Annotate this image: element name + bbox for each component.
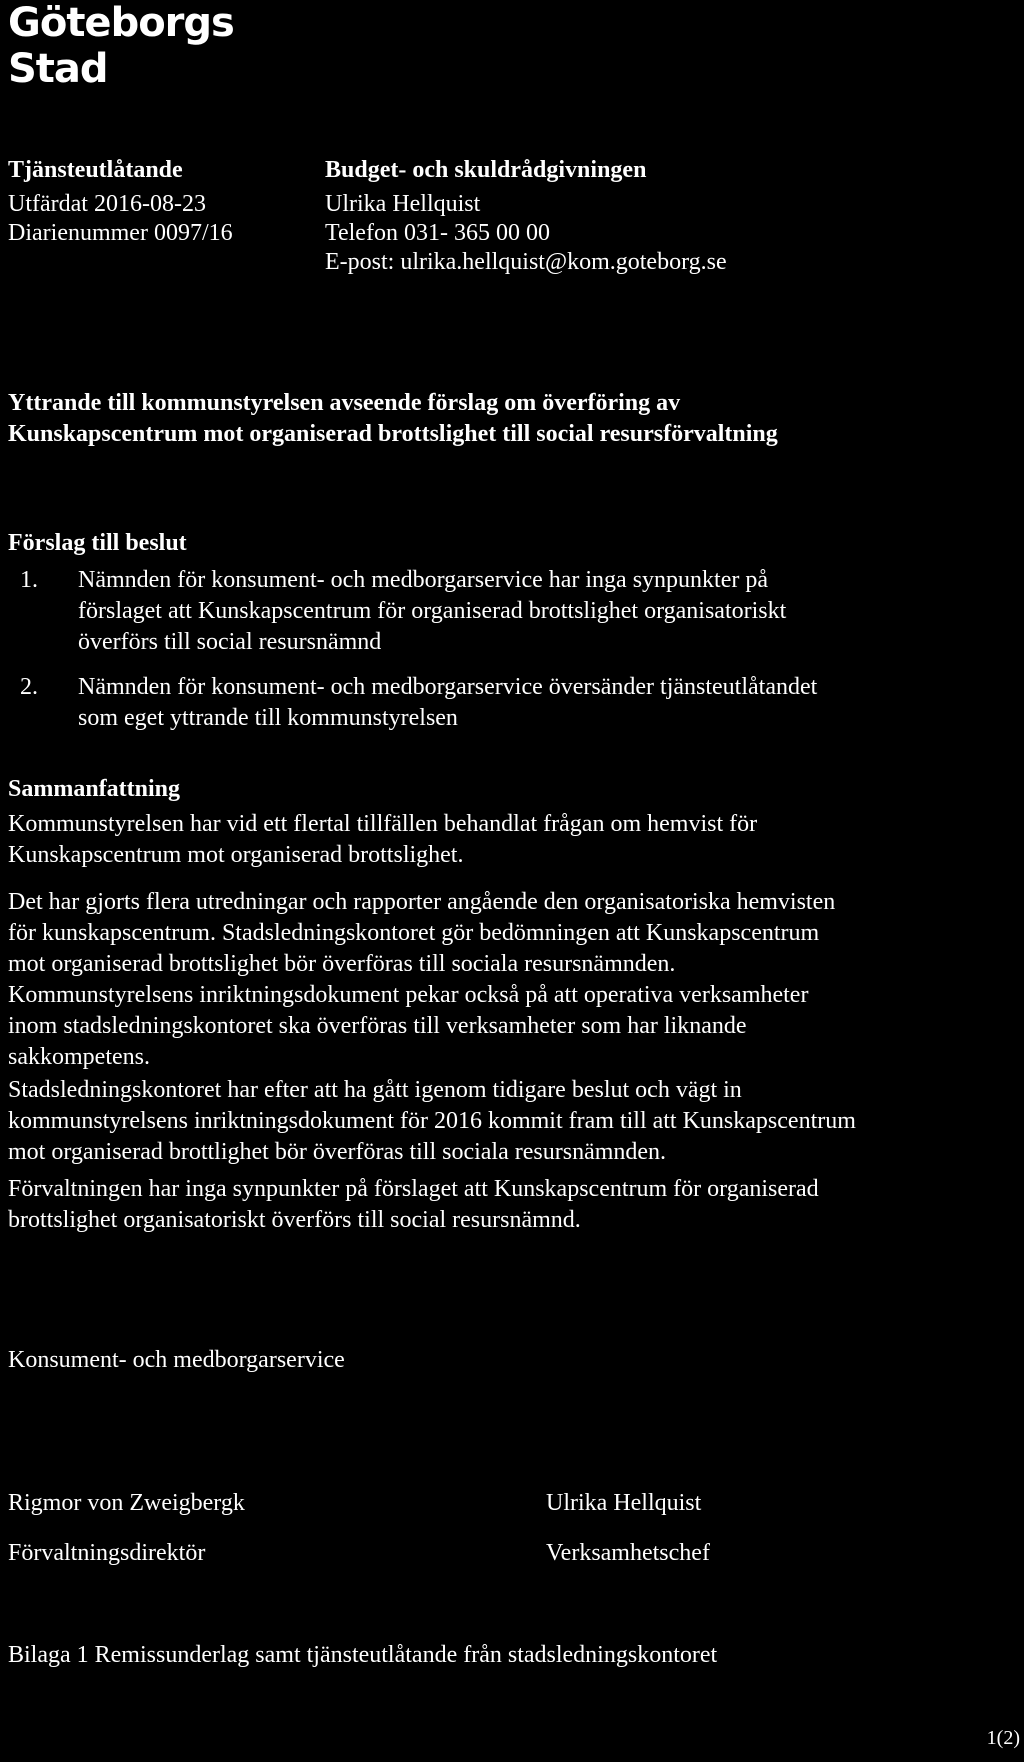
signature-right bbox=[546, 1488, 710, 1588]
list-item bbox=[8, 565, 1008, 658]
contact-name: Ulrika Hellquist bbox=[325, 191, 481, 217]
proposal-heading: Förslag till beslut bbox=[8, 530, 187, 556]
title-line-1: Yttrande till kommunstyrelsen avseende förslag om överföring av bbox=[8, 390, 681, 416]
list-item bbox=[8, 672, 1008, 734]
paragraph-line: mot organiserad brottslighet bör överföras till sociala resursnämnden. bbox=[8, 951, 676, 977]
paragraph-line: Det har gjorts flera utredningar och rapporter angående den organisatoriska hemvisten bbox=[8, 889, 836, 915]
paragraph-line: mot organiserad brottlighet bör överföras till sociala resursnämnden. bbox=[8, 1139, 667, 1165]
contact-email: E-post: ulrika.hellquist@kom.goteborg.se bbox=[325, 249, 727, 275]
summary-paragraph-1 bbox=[8, 809, 1018, 871]
document-meta bbox=[8, 156, 233, 248]
diary-number: Diarienummer 0097/16 bbox=[8, 220, 233, 246]
summary-paragraph-3 bbox=[8, 1075, 1018, 1168]
department-heading: Budget- och skuldrådgivningen bbox=[325, 157, 647, 183]
decision-list bbox=[8, 565, 1008, 748]
logo-line-2: Stad bbox=[8, 46, 108, 92]
paragraph-line: Kommunstyrelsen har vid ett flertal tillfällen behandlat frågan om hemvist för bbox=[8, 811, 758, 837]
list-item-line: förslaget att Kunskapscentrum för organiserad brottslighet organisatoriskt bbox=[78, 598, 787, 624]
page-number: 1(2) bbox=[986, 1727, 1020, 1749]
signatory-role: Verksamhetschef bbox=[546, 1540, 710, 1566]
summary-paragraph-2 bbox=[8, 887, 1018, 1073]
paragraph-line: kommunstyrelsens inriktningsdokument för 2016 kommit fram till att Kunskapscentrum bbox=[8, 1108, 856, 1134]
list-item-number: 2. bbox=[20, 674, 38, 700]
contact-info bbox=[325, 156, 727, 277]
summary-heading: Sammanfattning bbox=[8, 776, 181, 802]
list-item-number: 1. bbox=[20, 567, 38, 593]
department-name: Konsument- och medborgarservice bbox=[8, 1347, 345, 1373]
paragraph-line: inom stadsledningskontoret ska överföras till verksamheter som har liknande bbox=[8, 1013, 747, 1039]
list-item-line: Nämnden för konsument- och medborgarservice översänder tjänsteutlåtandet bbox=[78, 674, 818, 700]
signatory-role: Förvaltningsdirektör bbox=[8, 1540, 206, 1566]
paragraph-line: brottslighet organisatoriskt överförs till social resursnämnd. bbox=[8, 1207, 581, 1233]
paragraph-line: Kommunstyrelsens inriktningsdokument pekar också på att operativa verksamheter bbox=[8, 982, 809, 1008]
title-line-2: Kunskapscentrum mot organiserad brottslighet till social resursförvaltning bbox=[8, 421, 778, 447]
paragraph-line: sakkompetens. bbox=[8, 1044, 150, 1070]
summary-paragraph-4 bbox=[8, 1174, 1018, 1236]
attachment-note: Bilaga 1 Remissunderlag samt tjänsteutlåtande från stadsledningskontoret bbox=[8, 1642, 718, 1668]
signature-left bbox=[8, 1488, 245, 1588]
paragraph-line: Förvaltningen har inga synpunkter på förslaget att Kunskapscentrum för organiserad bbox=[8, 1176, 819, 1202]
paragraph-line: Kunskapscentrum mot organiserad brottslighet. bbox=[8, 842, 464, 868]
paragraph-line: Stadsledningskontoret har efter att ha gått igenom tidigare beslut och vägt in bbox=[8, 1077, 742, 1103]
list-item-line: som eget yttrande till kommunstyrelsen bbox=[78, 705, 458, 731]
issued-date: Utfärdat 2016-08-23 bbox=[8, 191, 206, 217]
paragraph-line: för kunskapscentrum. Stadsledningskontoret gör bedömningen att Kunskapscentrum bbox=[8, 920, 820, 946]
logo-line-1: Göteborgs bbox=[8, 0, 234, 46]
logo bbox=[8, 0, 234, 92]
contact-phone: Telefon 031- 365 00 00 bbox=[325, 220, 550, 246]
signatory-name: Ulrika Hellquist bbox=[546, 1490, 702, 1516]
list-item-line: Nämnden för konsument- och medborgarservice har inga synpunkter på bbox=[78, 567, 769, 593]
signatory-name: Rigmor von Zweigbergk bbox=[8, 1490, 245, 1516]
list-item-line: överförs till social resursnämnd bbox=[78, 629, 382, 655]
document-type: Tjänsteutlåtande bbox=[8, 157, 183, 183]
document-title bbox=[8, 388, 1008, 450]
